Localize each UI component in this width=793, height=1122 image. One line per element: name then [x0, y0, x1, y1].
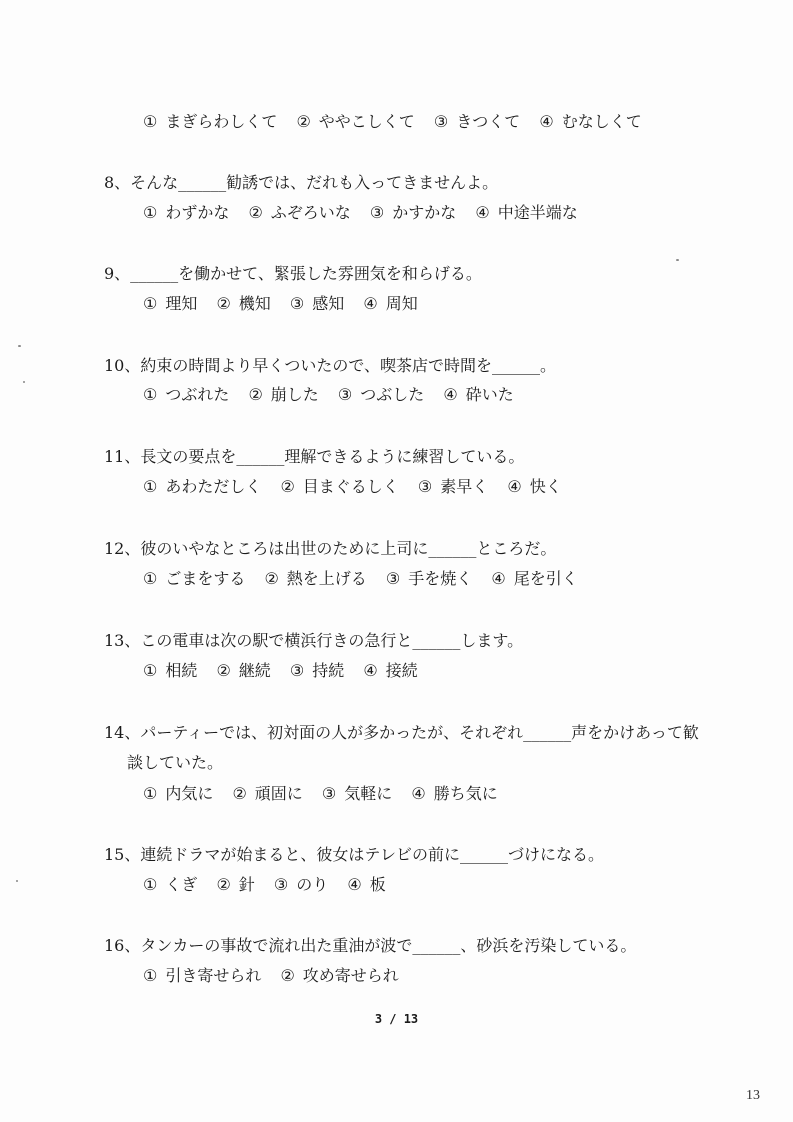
corner-page-number: 13	[746, 1088, 760, 1103]
question-12: 12、彼のいやなところは出世のために上司に______ところだ。	[104, 539, 557, 558]
option: ② 頑固に	[232, 784, 303, 803]
option: ④ むなしくて	[539, 112, 642, 131]
option: ① あわただしく	[143, 477, 262, 496]
option: ④ 接続	[363, 661, 418, 680]
question-11: 11、長文の要点を______理解できるように練習している。	[104, 447, 525, 466]
option: ① 相続	[143, 661, 198, 680]
option: ② ふぞろいな	[248, 203, 351, 222]
scan-speck	[23, 381, 25, 383]
option: ① 内気に	[143, 784, 214, 803]
option: ① まぎらわしくて	[143, 112, 278, 131]
q16-options	[143, 965, 413, 987]
option: ② 機知	[216, 294, 271, 313]
option: ② ややこしくて	[296, 112, 415, 131]
q9-options	[143, 293, 432, 315]
q12-options	[143, 568, 592, 590]
q7-options	[143, 111, 656, 133]
question-9: 9、______を働かせて、緊張した雰囲気を和らげる。	[104, 264, 482, 283]
q14-options	[143, 783, 512, 805]
q15-options	[143, 874, 400, 896]
option: ② 目まぐるしく	[280, 477, 399, 496]
question-13: 13、この電車は次の駅で横浜行きの急行と______します。	[104, 631, 524, 650]
question-16: 16、タンカーの事故で流れ出た重油が波で______、砂浜を汚染している。	[104, 936, 637, 955]
option: ② 針	[216, 875, 255, 894]
q11-options	[143, 476, 576, 498]
option: ③ かすかな	[369, 203, 457, 222]
option: ④ 板	[347, 875, 386, 894]
question-10: 10、約束の時間より早くついたので、喫茶店で時間を______。	[104, 356, 557, 375]
scan-speck	[18, 345, 21, 347]
option: ① 引き寄せられ	[143, 966, 262, 985]
option: ④ 砕いた	[443, 385, 514, 404]
option: ② 崩した	[248, 385, 319, 404]
scan-speck	[16, 880, 18, 882]
option: ① ごまをする	[143, 569, 246, 588]
page-indicator: 3 / 13	[374, 1012, 419, 1026]
option: ② 継続	[216, 661, 271, 680]
option: ④ 勝ち気に	[411, 784, 498, 803]
q10-options	[143, 384, 528, 406]
option: ③ つぶした	[337, 385, 425, 404]
option: ③ 気軽に	[321, 784, 393, 803]
question-8: 8、そんな______勧誘では、だれも入ってきませんよ。	[104, 173, 499, 192]
option: ③ のり	[273, 875, 329, 894]
option: ④ 周知	[363, 294, 418, 313]
q13-options	[143, 660, 432, 682]
option: ④ 中途半端な	[475, 203, 578, 222]
option: ② 攻め寄せられ	[280, 966, 399, 985]
option: ③ 素早く	[417, 477, 489, 496]
option: ③ 感知	[289, 294, 345, 313]
question-14: 14、パーティーでは、初対面の人が多かったが、それぞれ______声をかけあって歓	[104, 723, 699, 742]
option: ③ きつくて	[433, 112, 521, 131]
option: ① 理知	[143, 294, 198, 313]
question-14-continued: 談していた。	[127, 753, 224, 772]
option: ③ 手を焼く	[385, 569, 473, 588]
option: ① つぶれた	[143, 385, 230, 404]
question-15: 15、連続ドラマが始まると、彼女はテレビの前に______づけになる。	[104, 845, 605, 864]
q8-options	[143, 202, 592, 224]
option: ③ 持続	[289, 661, 345, 680]
option: ④ 快く	[507, 477, 562, 496]
option: ① わずかな	[143, 203, 230, 222]
option: ④ 尾を引く	[491, 569, 578, 588]
option: ① くぎ	[143, 875, 198, 894]
option: ② 熱を上げる	[264, 569, 367, 588]
scan-speck	[676, 259, 679, 261]
